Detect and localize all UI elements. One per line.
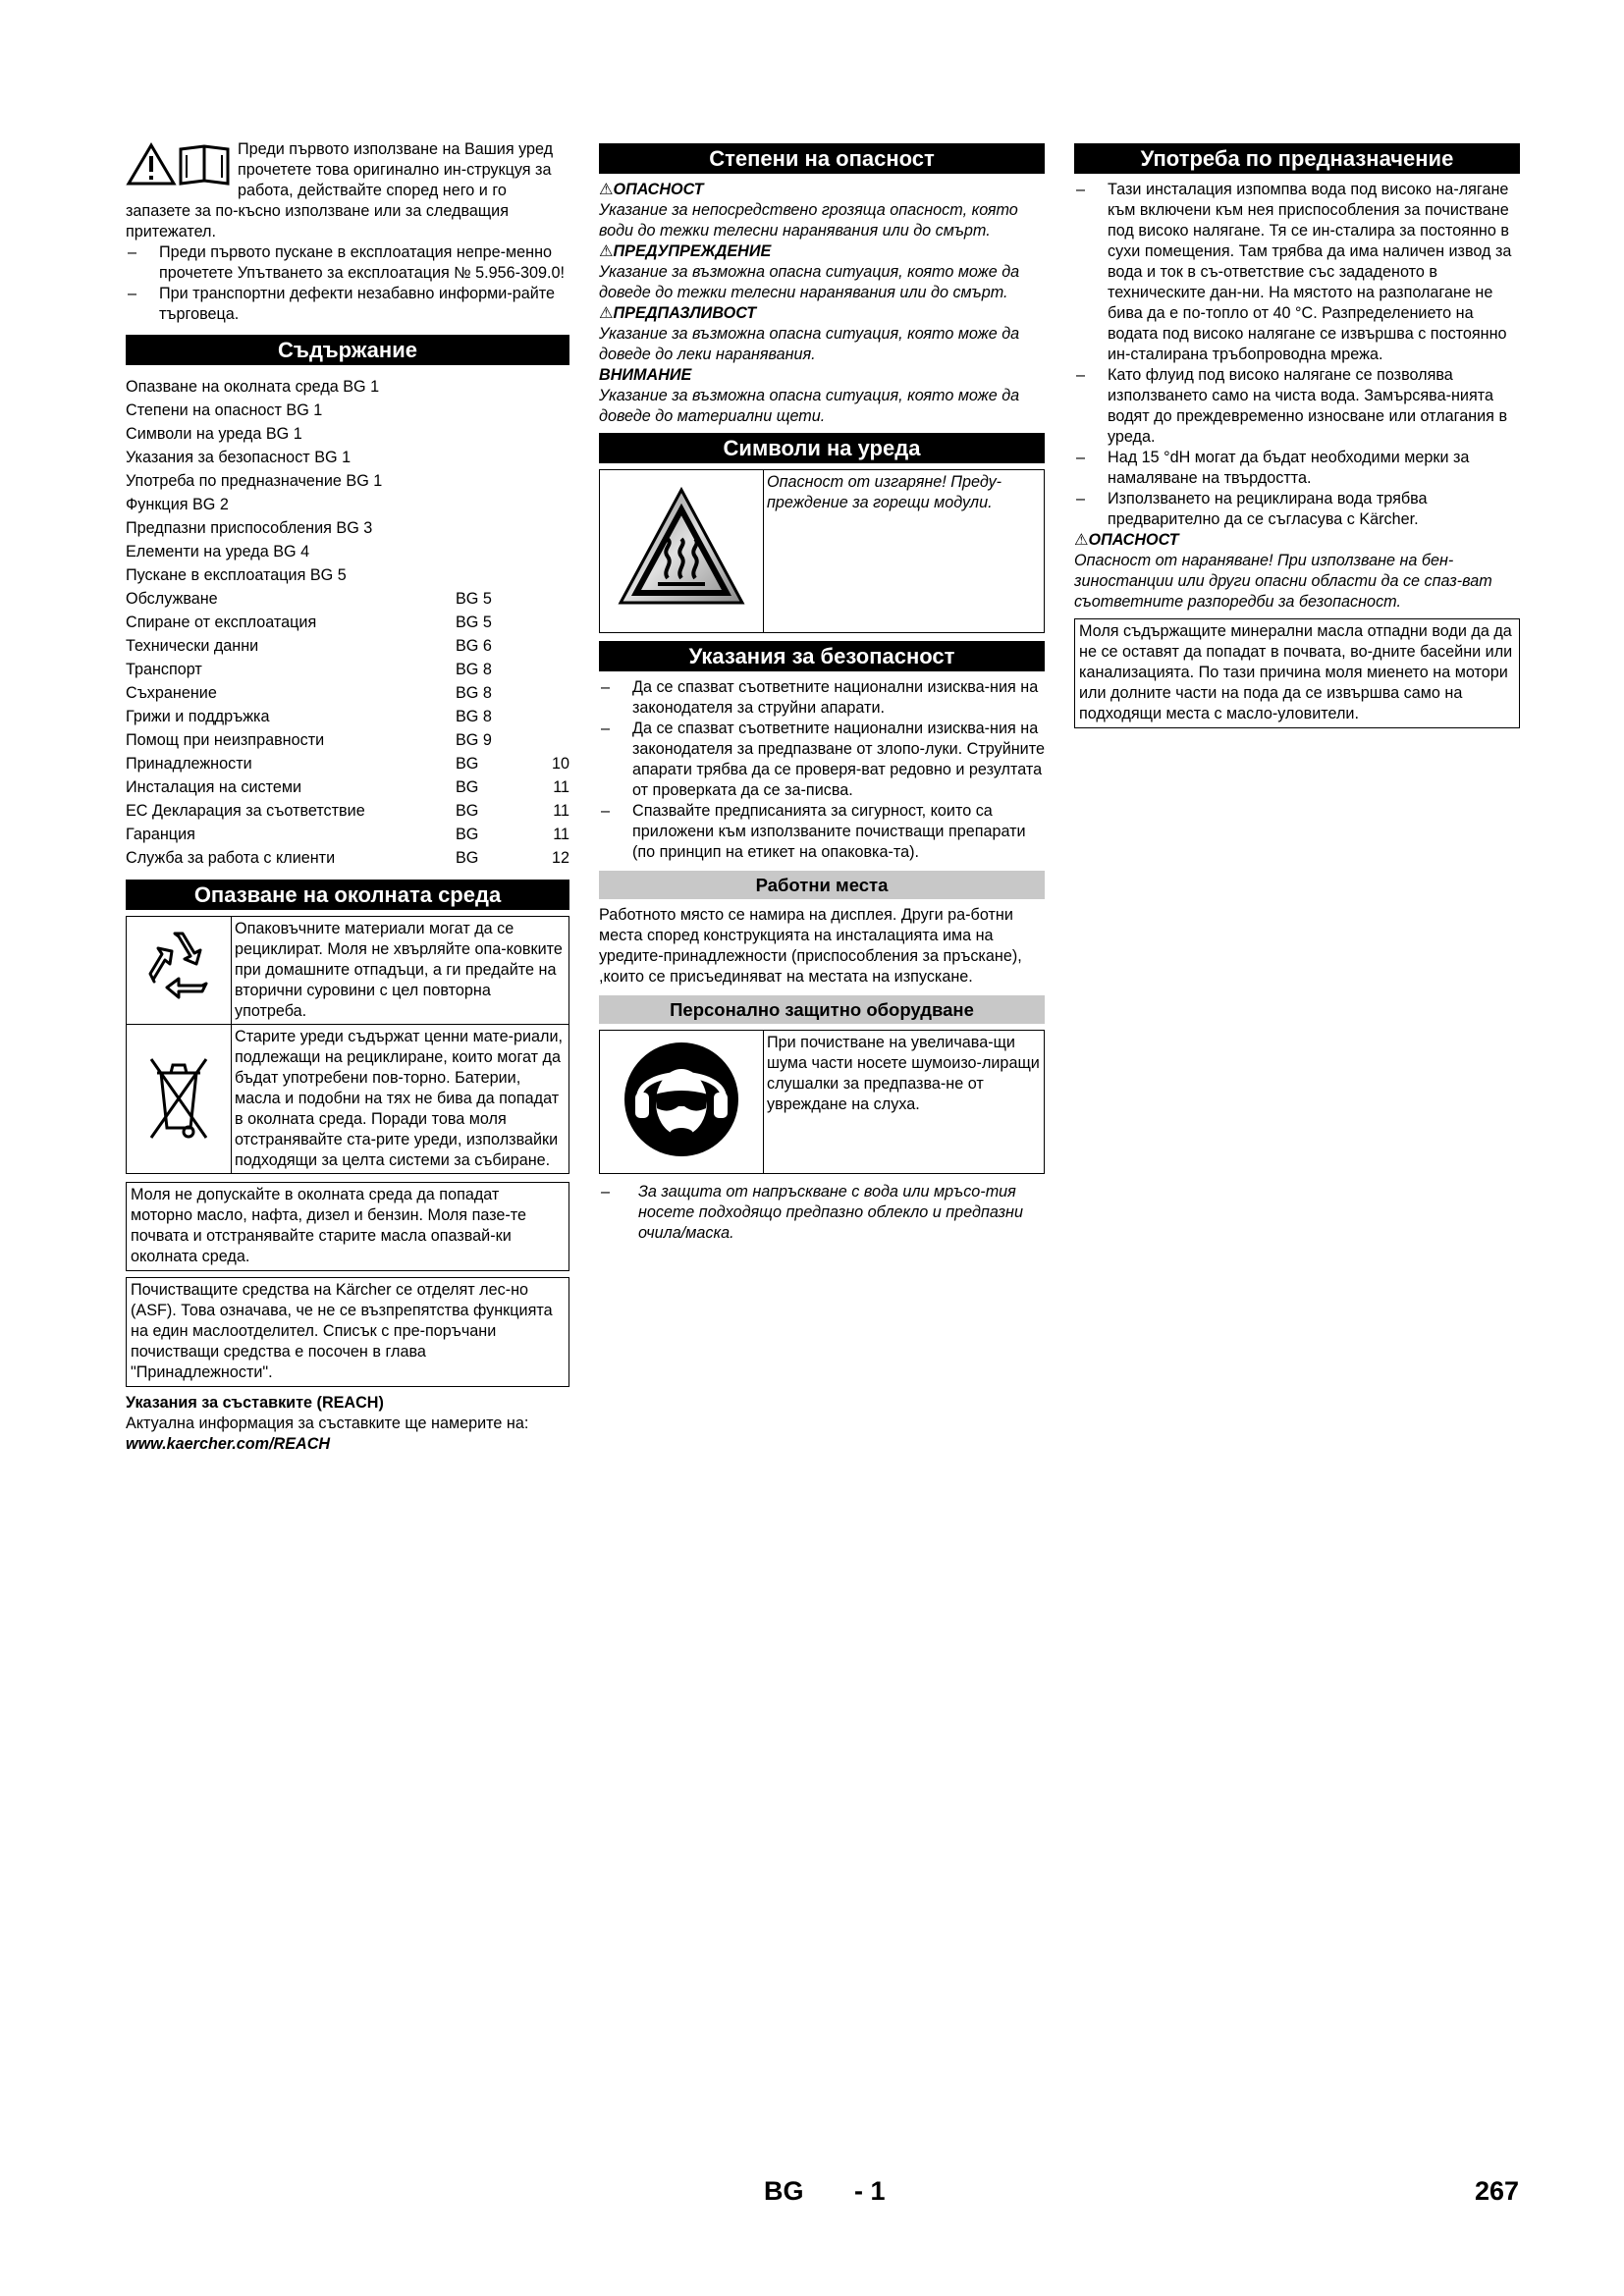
reach-title: Указания за съставките (REACH) xyxy=(126,1394,384,1412)
list-item: – Да се спазват съответните национални изисква-ния на законодателя за струйни апарати. xyxy=(599,677,1045,719)
warning-triangle-icon: ⚠ xyxy=(1074,531,1089,549)
footer-page-number: 267 xyxy=(1475,2176,1520,2206)
env-oil-box: Моля не допускайте в околната среда да попадат моторно масло, нафта, дизел и бензин. Моля пазе-те почвата и отстранявайте старите масла опазвай-ки околната среда. xyxy=(126,1182,569,1271)
list-item: – Използването на рециклирана вода трябва предварително да се съгласува с Kärcher. xyxy=(1074,489,1520,530)
toc-item[interactable]: Указания за безопасност BG 1 xyxy=(126,449,352,466)
env-symbols-table xyxy=(126,916,569,1174)
toc-item[interactable]: Пускане в експлоатация BG 5 xyxy=(126,566,347,584)
toc-item[interactable]: Инсталация на системи BG 11 xyxy=(126,778,569,796)
column-middle xyxy=(599,139,1045,1244)
intended-use-bullets xyxy=(1074,180,1520,530)
env-weee-text: Старите уреди съдържат ценни мате-риали, подлежащи на рециклиране, които могат да бъдат употребени пов-торно. Батерии, масла и подобни на тях не бива да попадат в околната среда. Поради това моля отстранявайте ста-рите уреди, използвайки подходящи за целта системи за събиране. xyxy=(232,1025,569,1174)
recycle-icon xyxy=(139,929,218,1007)
env-detergent-box: Почистващите средства на Kärcher се отделят лес-но (ASF). Това означава, че не се възпрепятства функцията на един маслоотделител. Списък с пре-поръчани почистващи средства е посочен в глава "Принадлежности". xyxy=(126,1277,569,1387)
mineral-oil-box: Моля съдържащите минерални масла отпадни води да да не се оставят да попадат в почвата, во-дните басейни или канализацията. По тази причина моля миенето на мотори или долните части на пода да се извършва само на подходящи места с масло-уловители. xyxy=(1074,618,1520,728)
ear-eye-protection-icon xyxy=(620,1038,743,1161)
reach-text: Актуална информация за съставките ще намерите на: xyxy=(126,1415,529,1432)
list-item: – Над 15 °dH могат да бъдат необходими мерки за намаляване на твърдостта. xyxy=(1074,448,1520,489)
level-name: ⚠ПРЕДУПРЕЖДЕНИЕ xyxy=(599,242,772,260)
level-name: ⚠ПРЕДПАЗЛИВОСТ xyxy=(599,304,757,322)
hot-surface-icon xyxy=(613,480,750,617)
danger-text: Опасност от нараняване! При използване на бен-зиностанции или други опасни области да се спаз-ват съответните разпоредби за безопасност. xyxy=(1074,552,1492,611)
toc-item[interactable]: Обслужване BG 5 xyxy=(126,590,492,608)
toc-item[interactable]: Елементи на уреда BG 4 xyxy=(126,543,310,561)
level-name: ⚠ОПАСНОСТ xyxy=(599,181,704,198)
toc-item[interactable]: Принадлежности BG 10 xyxy=(126,755,569,773)
ppe-text: При почистване на увеличава-щи шума части носете шумоизо-лиращи слушалки за предпазва-не от увреждане на слуха. xyxy=(764,1031,1045,1174)
toc-item[interactable]: Служба за работа с клиенти BG 12 xyxy=(126,849,569,867)
toc-item[interactable]: Технически данни BG 6 xyxy=(126,637,492,655)
ppe-note-list xyxy=(599,1182,1045,1244)
device-symbols-title: Символи на уреда xyxy=(599,433,1045,463)
level-name: ВНИМАНИЕ xyxy=(599,366,692,384)
hot-surface-text: Опасност от изгаряне! Преду-преждение за горещи модули. xyxy=(764,470,1045,633)
toc-item[interactable]: Гаранция BG 11 xyxy=(126,826,569,843)
level-text: Указание за възможна опасна ситуация, която може да доведе до тежки телесни наранявания или до смърт. xyxy=(599,263,1020,301)
workplace-text: Работното място се намира на дисплея. Други ра-ботни места според конструкцията на инсталацията има на уредите-принадлежности (приспособления за пръскане), ,които се присъединяват на местата на изпускане. xyxy=(599,906,1022,986)
list-item: – При транспортни дефекти незабавно информи-райте търговеца. xyxy=(126,284,569,325)
column-left xyxy=(126,139,569,1455)
intro-text: Преди първото използване на Вашия уред прочетете това оригинално ин-струкцуя за работа, действайте според него и го запазете за по-късно използване или за следващия притежател. xyxy=(126,140,554,240)
toc-item[interactable]: Съхранение BG 8 xyxy=(126,684,492,702)
warning-triangle-icon: ⚠ xyxy=(599,181,614,198)
table-of-contents xyxy=(126,375,569,870)
intended-use-title: Употреба по предназначение xyxy=(1074,143,1520,174)
footer-lang: BG xyxy=(764,2176,804,2206)
toc-item[interactable]: ЕС Декларация за съответствие BG 11 xyxy=(126,802,569,820)
list-item: – За защита от напръскване с вода или мръсо-тия носете подходящо предпазно облекло и предпазни очила/маска. xyxy=(599,1182,1045,1244)
intro-block xyxy=(126,139,569,242)
list-item: – Преди първото пускане в експлоатация непре-менно прочетете Упътването за експлоатация № 5.956-309.0! xyxy=(126,242,569,284)
env-recycle-text: Опаковъчните материали могат да се рециклират. Моля не хвърляйте опа-ковките при домашните отпадъци, а ги предайте на вторични суровини с цел повторна употреба. xyxy=(232,917,569,1025)
list-item: – Тази инсталация изпомпва вода под високо на-лягане към включени към нея приспособления за почистване под високо налягане. Тя се ин-сталира за постоянно в сухи помещения. Там трябва да има наличен извод за вода и ток в съ-ответствие със зададеното в техническите дан-ни. На мястото на разполагане не бива да е по-топло от 40 °C. Разпределението на водата под високо налягане се извършва с постоянно ин-сталирана тръбопроводна мрежа. xyxy=(1074,180,1520,365)
toc-item[interactable]: Предпазни приспособления BG 3 xyxy=(126,519,373,537)
workplace-title: Работни места xyxy=(599,871,1045,899)
toc-item[interactable]: Функция BG 2 xyxy=(126,496,229,513)
toc-item[interactable]: Транспорт BG 8 xyxy=(126,661,492,678)
toc-item[interactable]: Опазване на околната среда BG 1 xyxy=(126,378,380,396)
ppe-title: Персонално защитно оборудване xyxy=(599,995,1045,1024)
danger-levels-title: Степени на опасност xyxy=(599,143,1045,174)
crossed-bin-icon xyxy=(139,1047,218,1146)
ppe-table xyxy=(599,1030,1045,1174)
reach-link[interactable]: www.kaercher.com/REACH xyxy=(126,1435,331,1453)
level-text: Указание за непосредствено грозяща опасност, която води до тежки телесни наранявания или до смърт. xyxy=(599,201,1018,240)
list-item: – Спазвайте предписанията за сигурност, които са приложени към използваните почистващи препарати (по принцип на етикет на опаковка-та). xyxy=(599,801,1045,863)
toc-item[interactable]: Употреба по предназначение BG 1 xyxy=(126,472,383,490)
toc-title: Съдържание xyxy=(126,335,569,365)
list-item: – Да се спазват съответните национални изисква-ния на законодателя за предпазване от злопо-луки. Струйните апарати трябва да се проверя-ват редовно и резултата от проверката да се за-писва. xyxy=(599,719,1045,801)
warning-triangle-icon: ⚠ xyxy=(599,242,614,260)
level-text: Указание за възможна опасна ситуация, която може да доведе до леки наранявания. xyxy=(599,325,1020,363)
warning-triangle-icon: ⚠ xyxy=(599,304,614,322)
toc-item[interactable]: Спиране от експлоатация BG 5 xyxy=(126,614,492,631)
safety-bullets xyxy=(599,677,1045,863)
toc-item[interactable]: Помощ при неизправности BG 9 xyxy=(126,731,492,749)
safety-title: Указания за безопасност xyxy=(599,641,1045,671)
toc-item[interactable]: Степени на опасност BG 1 xyxy=(126,401,323,419)
footer-page-local: - 1 xyxy=(854,2176,886,2206)
column-right xyxy=(1074,139,1520,734)
danger-label: ⚠ОПАСНОСТ xyxy=(1074,531,1179,549)
toc-item[interactable]: Грижи и поддръжка BG 8 xyxy=(126,708,492,725)
intro-bullets xyxy=(126,242,569,325)
env-title: Опазване на околната среда xyxy=(126,880,569,910)
list-item: – Като флуид под високо налягане се позволява използването само на чиста вода. Замърсява-нията водят до преждевременно износване или отлагания в уреда. xyxy=(1074,365,1520,448)
warning-manual-icon xyxy=(126,141,232,187)
level-text: Указание за възможна опасна ситуация, която може да доведе до материални щети. xyxy=(599,387,1020,425)
device-symbols-table xyxy=(599,469,1045,633)
toc-item[interactable]: Символи на уреда BG 1 xyxy=(126,425,302,443)
